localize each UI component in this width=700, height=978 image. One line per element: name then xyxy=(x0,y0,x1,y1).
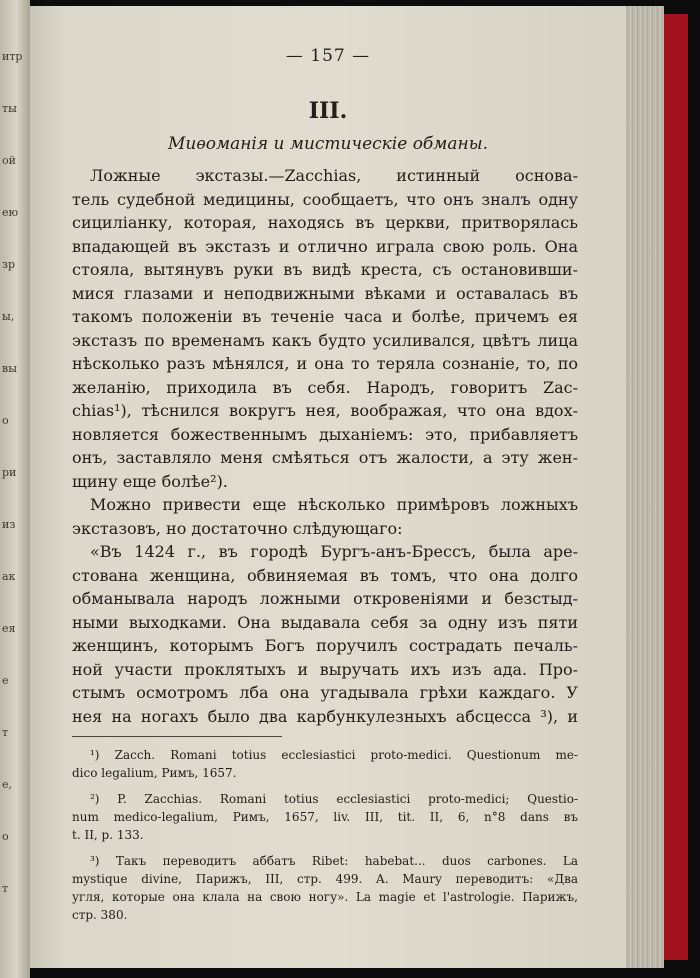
book-page xyxy=(30,6,626,968)
left-page-fragment: ри xyxy=(2,466,17,479)
footnote-line: dico legalium, Римъ, 1657. xyxy=(72,766,237,780)
text-line: онъ, заставляло меня смѣяться отъ жалости, а эту жен- xyxy=(72,448,578,467)
text-line: тель судебной медицины, сообщаетъ, что онъ зналъ одну xyxy=(72,189,578,209)
left-page-edge xyxy=(0,0,30,978)
footnote-line: num medico-legalium, Римъ, 1657, liv. III, tit. II, 6, n°8 dans въ xyxy=(72,810,578,824)
left-page-fragment: итр xyxy=(2,50,23,63)
left-page-fragment: зр xyxy=(2,258,16,271)
text-line: экстазовъ, но достаточно слѣдующаго: xyxy=(72,518,403,538)
text-line: сициліанку, которая, находясь въ церкви, притворялась xyxy=(72,213,578,232)
footnote xyxy=(72,746,578,782)
left-page-fragment: ею xyxy=(2,206,19,219)
left-page-fragment: е xyxy=(2,674,9,687)
text-line: желанію, приходила въ себя. Народъ, говоритъ Zac- xyxy=(72,377,578,397)
left-page-fragment: ея xyxy=(2,622,16,635)
chapter-number: III. xyxy=(308,98,348,124)
left-page-fragment: ты xyxy=(2,102,17,115)
text-line: нѣсколько разъ мѣнялся, и она то теряла сознаніе, то, по xyxy=(72,354,578,373)
left-page-fragment: вы xyxy=(2,362,17,375)
footnote-line: ¹) Zacch. Romani totius ecclesiastici proto-medici. Questionum me- xyxy=(90,748,578,762)
footnote-line: ³) Такъ переводитъ аббатъ Ribet: habebat... duos carbones. La xyxy=(90,854,578,868)
text-line: мися глазами и неподвижными вѣками и оставалась въ xyxy=(72,283,578,303)
text-line: chias¹), тѣснился вокругъ нея, воображая, что она вдох- xyxy=(72,401,578,420)
chapter-title: Миѳоманія и мистическіе обманы. xyxy=(168,134,488,154)
text-line: ными выходками. Она выдавала себя за одну изъ пяти xyxy=(72,612,578,632)
footnote-line: t. II, p. 133. xyxy=(72,828,144,842)
footnote-line: ²) P. Zacchias. Romani totius ecclesiastici proto-medici; Questio- xyxy=(90,792,578,806)
page-block-edge xyxy=(624,6,664,968)
left-page-fragment: из xyxy=(2,518,16,531)
text-line: стояла, вытянувъ руки въ видѣ креста, съ остановивши- xyxy=(72,260,578,279)
footnote-line: стр. 380. xyxy=(72,908,128,922)
left-page-fragment: т xyxy=(2,726,9,739)
text-line: стована женщина, обвиняемая въ томъ, что она долго xyxy=(72,565,578,585)
left-page-fragment: о xyxy=(2,414,9,427)
left-page-fragment: о xyxy=(2,830,9,843)
left-page-fragment: ы, xyxy=(2,310,15,323)
left-page-fragment: ак xyxy=(2,570,16,583)
left-page-fragment: т xyxy=(2,882,9,895)
footnotes xyxy=(72,746,578,932)
left-page-fragment: е, xyxy=(2,778,13,791)
text-line: стымъ осмотромъ лба она угадывала грѣхи каждаго. У xyxy=(72,683,578,702)
footnote xyxy=(72,790,578,844)
text-line: обманывала народъ ложными откровеніями и безстыд- xyxy=(72,589,578,608)
text-line: такомъ положеніи въ теченіе часа и болѣе, причемъ ея xyxy=(72,307,578,326)
text-line: женщинъ, которымъ Богъ поручилъ сострадать печаль- xyxy=(72,636,578,655)
footnote-divider xyxy=(72,736,282,737)
body-text xyxy=(72,164,578,728)
text-line: нея на ногахъ было два карбункулезныхъ абсцесса ³), и xyxy=(72,706,578,726)
page-number: — 157 — xyxy=(285,46,371,66)
text-line: впадающей въ экстазъ и отлично играла свою роль. Она xyxy=(72,236,578,256)
left-page-fragment: ой xyxy=(2,154,16,167)
text-line: новляется божественнымъ дыханіемъ: это, прибавляетъ xyxy=(72,424,578,444)
text-line: щину еще болѣе²). xyxy=(72,471,228,491)
footnote-line: mystique divine, Парижъ, III, стр. 499. A. Maury переводитъ: «Два xyxy=(72,872,578,886)
text-line: Можно привести еще нѣсколько примѣровъ ложныхъ xyxy=(90,495,578,514)
text-line: «Въ 1424 г., въ городѣ Бургъ-анъ-Брессъ, была аре- xyxy=(90,542,578,561)
footnote xyxy=(72,852,578,924)
text-line: Ложные экстазы.—Zacchias, истинный основа- xyxy=(90,166,578,185)
text-line: ной участи проклятыхъ и выручать ихъ изъ ада. Про- xyxy=(72,659,578,679)
text-line: экстазъ по временамъ какъ будто усиливался, цвѣтъ лица xyxy=(72,330,578,350)
footnote-line: угля, которые она клала на свою ногу». La magie et l'astrologie. Парижъ, xyxy=(72,890,578,904)
